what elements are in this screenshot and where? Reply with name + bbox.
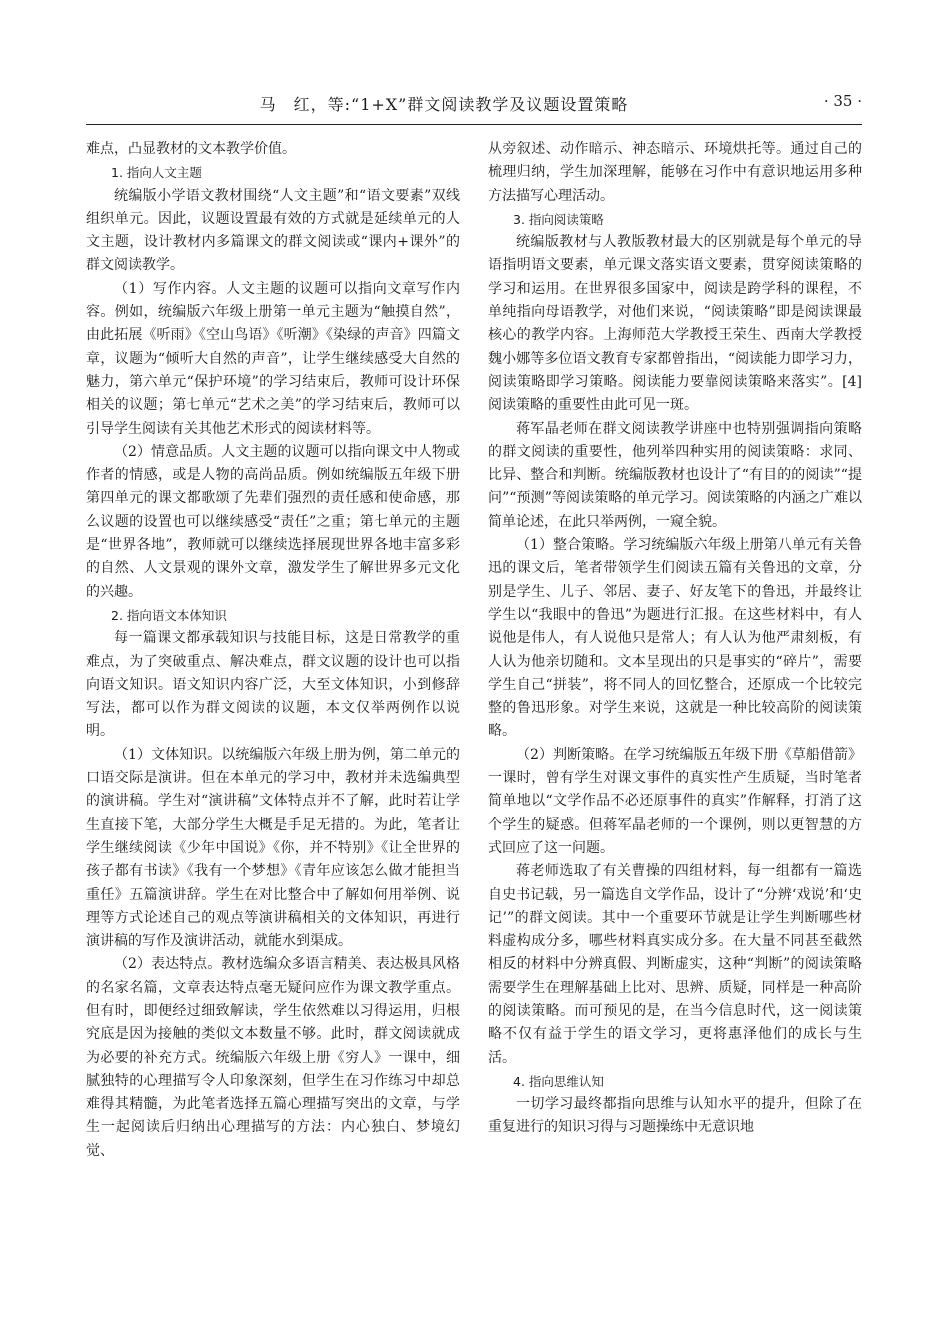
section-heading: 2. 指向语文本体知识	[111, 607, 227, 623]
paragraph: 蒋军晶老师在群文阅读教学讲座中也特别强调指向策略的群文阅读的重要性，他列举四种实用的阅读策略：求同、比异、整合和判断。统编版教材也设计了“有目的的阅读”“提问”“预测”等阅读策略的单元学习。阅读策略的内涵之广难以简单论述，在此只举两例，一窥全貌。	[488, 420, 862, 530]
paragraph: （1）文体知识。以统编版六年级上册为例，第二单元的口语交际是演讲。但在本单元的学习中，教材并未选编典型的演讲稿。学生对“演讲稿”文体特点并不了解，此时若让学生直接下笔，大部分学生大概是手足无措的。为此，笔者让学生继续阅读《少年中国说》《你，并不特别》《让全世界的孩子都有书读》《我有一个梦想》《青年应该怎么做才能担当重任》五篇演讲辞。学生在对比整合中了解如何用举例、说理等方式论述自己的观点等演讲稿相关的文体知识，再进行演讲稿的写作及演讲活动，就能水到渠成。	[86, 746, 460, 950]
paragraph: （2）情意品质。人文主题的议题可以指向课文中人物或作者的情感，或是人物的高尚品质。例如统编版五年级下册第四单元的课文都歌颂了先辈们强烈的责任感和使命感，那么议题的设置也可以继续感受“责任”之重；第七单元的主题是“世界各地”，教师就可以继续选择展现世界各地丰富多彩的自然、人文景观的课外文章，激发学生了解世界多元文化的兴趣。	[86, 443, 460, 600]
paragraph: 每一篇课文都承载知识与技能目标，这是日常教学的重难点，为了突破重点、解决难点，群文议题的设计也可以指向语文知识。语文知识内容广泛，大至文体知识，小到修辞写法，都可以作为群文阅读的议题，本文仅举两例作以说明。	[86, 630, 460, 740]
paragraph: （1）写作内容。人文主题的议题可以指向文章写作内容。例如，统编版六年级上册第一单元主题为“触摸自然”，由此拓展《听雨》《空山鸟语》《听潮》《染绿的声音》四篇文章，议题为“倾听大自然的声音”，让学生继续感受大自然的魅力，第六单元“保护环境”的学习结束后，教师可设计环保相关的议题；第七单元“艺术之美”的学习结束后，教师可以引导学生阅读有关其他艺术形式的阅读材料等。	[86, 280, 460, 437]
right-column	[488, 138, 862, 1140]
paragraph: （1）整合策略。学习统编版六年级上册第八单元有关鲁迅的课文后，笔者带领学生们阅读五篇有关鲁迅的文章，分别是学生、儿子、邻居、妻子、好友笔下的鲁迅，并最终让学生以“我眼中的鲁迅”为题进行汇报。在这些材料中，有人说他是伟人，有人说他只是常人；有人认为他严肃刻板，有人认为他亲切随和。文本呈现出的只是事实的“碎片”，需要学生自己“拼装”，将不同人的回忆整合，还原成一个比较完整的鲁迅形象。对学生来说，这就是一种比较高阶的阅读策略。	[488, 537, 862, 740]
header-rule	[86, 124, 862, 125]
paragraph: 统编版教材与人教版教材最大的区别就是每个单元的导语指明语文要素，单元课文落实语文要素，贯穿阅读策略的学习和运用。在世界很多国家中，阅读是跨学科的课程，不单纯指向母语教学，对他们来说，“阅读策略”即是阅读课最核心的教学内容。上海师范大学教授王荣生、西南大学教授魏小娜等多位语文教育专家都曾指出，“阅读能力即学习力，阅读策略即学习策略。阅读能力要靠阅读策略来落实”。[4]阅读策略的重要性由此可见一斑。	[488, 234, 862, 414]
paragraph: （2）判断策略。在学习统编版五年级下册《草船借箭》一课时，曾有学生对课文事件的真实性产生质疑，当时笔者简单地以“文学作品不必还原事件的真实”作解释，打消了这个学生的疑惑。但蒋军晶老师的一个课例，则以更智慧的方式回应了这一问题。	[488, 746, 862, 856]
left-column	[86, 138, 460, 1163]
paragraph: 难点，凸显教材的文本教学价值。	[86, 141, 296, 157]
section-heading: 3. 指向阅读策略	[513, 211, 604, 227]
paragraph: （2）表达特点。教材选编众多语言精美、表达极具风格的名家名篇，文章表达特点毫无疑问应作为课文教学重点。但有时，即便经过细致解读，学生依然难以习得运用，归根究底是因为接触的类似文本数量不够。此时，群文阅读就成为必要的补充方式。统编版六年级上册《穷人》一课中，细腻独特的心理描写令人印象深刻，但学生在习作练习中却总难得其精髓，为此笔者选择五篇心理描写突出的文章，与学生一起阅读后归纳出心理描写的方法：内心独白、梦境幻觉、	[86, 956, 460, 1159]
section-heading: 4. 指向思维认知	[513, 1073, 604, 1089]
paragraph: 统编版小学语文教材围绕“人文主题”和“语文要素”双线组织单元。因此，议题设置最有效的方式就是延续单元的人文主题，设计教材内多篇课文的群文阅读或“课内+课外”的群文阅读教学。	[86, 187, 460, 274]
paragraph: 从旁叙述、动作暗示、神态暗示、环境烘托等。通过自己的梳理归纳，学生加深理解，能够在习作中有意识地运用多种方法描写心理活动。	[488, 141, 862, 204]
section-heading: 1. 指向人文主题	[111, 165, 202, 181]
page-header	[86, 92, 862, 118]
page-number: · 35 ·	[823, 92, 862, 110]
paragraph: 一切学习最终都指向思维与认知水平的提升，但除了在重复进行的知识习得与习题操练中无意识地	[488, 1096, 862, 1136]
paragraph: 蒋老师选取了有关曹操的四组材料，每一组都有一篇选自史书记载，另一篇选自文学作品，设计了“分辨‘戏说’和‘史记’”的群文阅读。其中一个重要环节就是让学生判断哪些材料虚构成分多，哪些材料真实成分多。在大量不同甚至截然相反的材料中分辨真假、判断虚实，这种“判断”的阅读策略需要学生在理解基础上比对、思辨、质疑，同样是一种高阶的阅读策略。而可预见的是，在当今信息时代，这一阅读策略不仅有益于学生的语文学习，更将惠泽他们的成长与生活。	[488, 863, 862, 1066]
running-title: 马 红，等:“1+X”群文阅读教学及议题设置策略	[259, 95, 629, 114]
